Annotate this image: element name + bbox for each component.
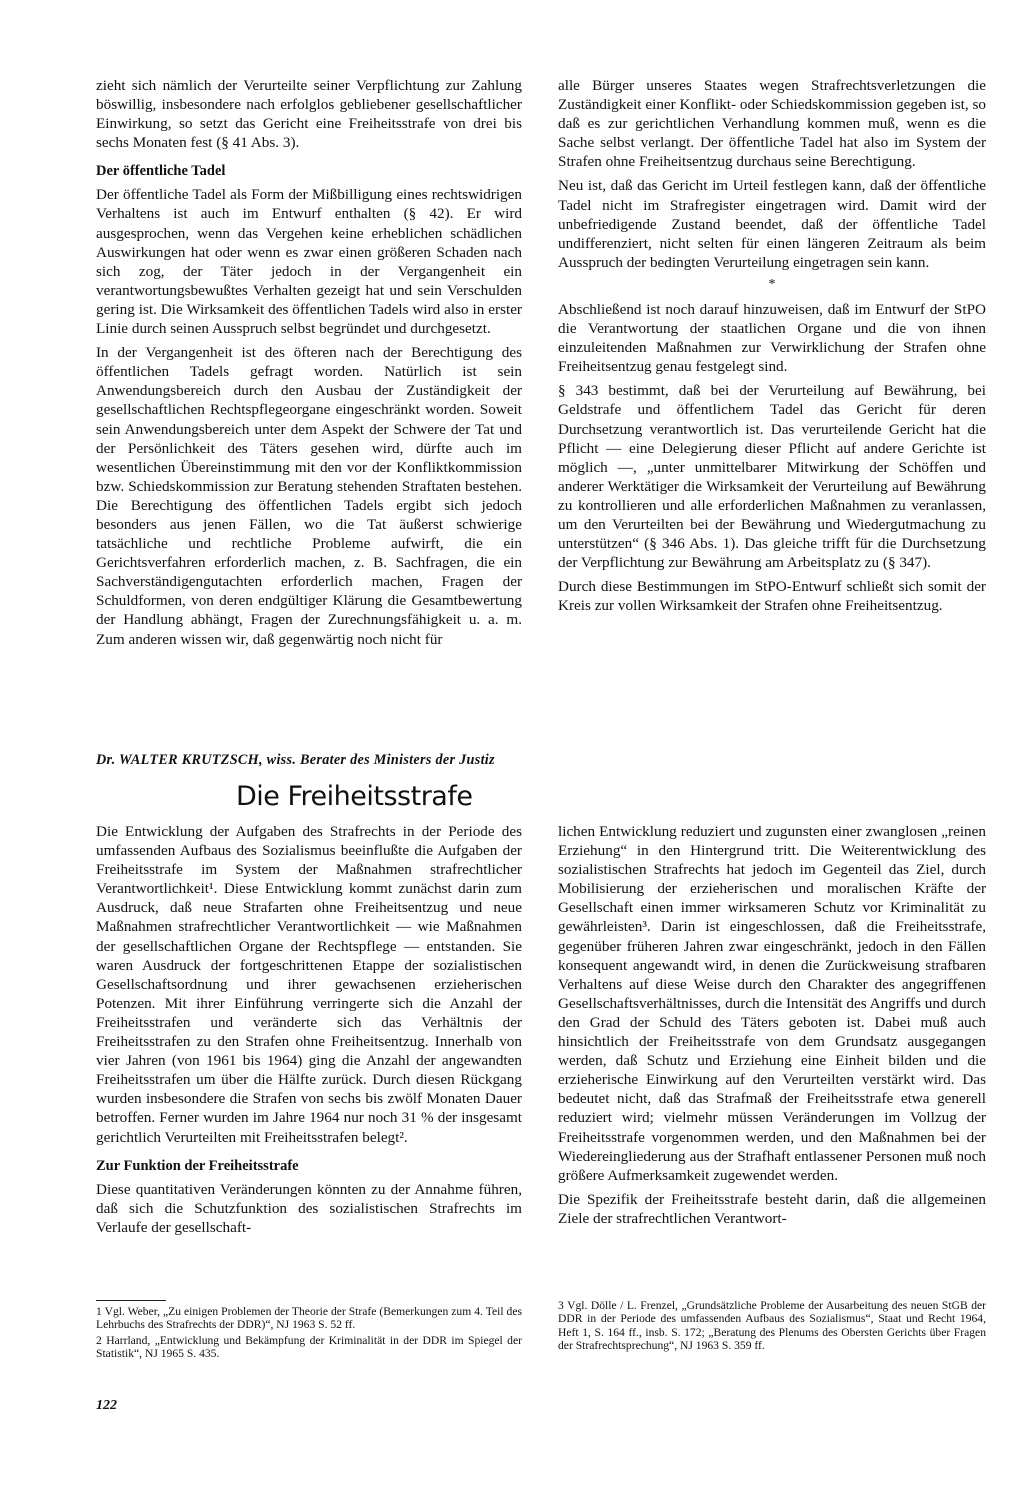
footnote-rule xyxy=(96,1300,166,1301)
bottom-right-column xyxy=(558,822,986,1233)
section-heading: Der öffentliche Tadel xyxy=(96,163,226,180)
bottom-left-column xyxy=(96,822,522,1242)
footnote: 1 Vgl. Weber, „Zu einigen Problemen der Theorie der Strafe (Bemerkungen zum 4. Teil des Lehrbuchs des Strafrechts der DDR)“, NJ 1963 S. 52 ff. xyxy=(96,1305,522,1332)
top-right-column xyxy=(558,76,986,620)
section-heading: Zur Funktion der Freiheitsstrafe xyxy=(96,1157,299,1174)
paragraph: Der öffentliche Tadel als Form der Mißbilligung eines rechtswidrigen Verhaltens ist auch im Entwurf enthalten (§ 42). Er wird ausgesprochen, wenn das Vergehen keine erheblichen schädlichen Auswirkungen hat oder wenn es zwar einen größeren Schaden nach sich zog, der Täter jedoch in der Vergangenheit ein verantwortungsbewußtes Verhalten gezeigt hat und sein Verschulden gering ist. Die Wirksamkeit des öffentlichen Tadels wird also in erster Linie durch seinen Ausspruch selbst begründet und durchgesetzt. xyxy=(96,186,522,338)
footnotes-left xyxy=(96,1305,522,1363)
paragraph: Die Spezifik der Freiheitsstrafe besteht darin, daß die allgemeinen Ziele der strafrechtlichen Verantwort- xyxy=(558,1190,986,1227)
paragraph: zieht sich nämlich der Verurteilte seiner Verpflichtung zur Zahlung böswillig, insbesondere nach erfolglos gebliebener gesellschaftlicher Einwirkung, so setzt das Gericht eine Freiheitsstrafe von drei bis sechs Monaten fest (§ 41 Abs. 3). xyxy=(96,77,522,152)
paragraph: Neu ist, daß das Gericht im Urteil festlegen kann, daß der öffentliche Tadel nicht im Strafregister eingetragen wird. Damit wird der unbefriedigende Zustand beendet, daß der öffentliche Tadel undifferenziert, nicht selten für einen längeren Zeitraum als beim Ausspruch der bedingten Verurteilung eingetragen sein kann. xyxy=(558,177,986,271)
paragraph: Durch diese Bestimmungen im StPO-Entwurf schließt sich somit der Kreis zur vollen Wirksamkeit der Strafen ohne Freiheitsentzug. xyxy=(558,578,986,615)
paragraph: Die Entwicklung der Aufgaben des Strafrechts in der Periode des umfassenden Aufbaus des Sozialismus beeinflußte die Aufgaben der Freiheitsstrafe im System der Maßnahmen strafrechtlicher Verantwortlichkeit¹. Diese Entwicklung kommt zunächst darin zum Ausdruck, daß neue Strafarten ohne Freiheitsentzug und neue Maßnahmen strafrechtlicher Verantwortlichkeit — wie Maßnahmen der gesellschaftlichen Organe der Rechtspflege — entstanden. Sie waren Ausdruck der fortgeschrittenen Etappe der sozialistischen Gesellschaftsordnung und ihrer gewachsenen erzieherischen Potenzen. Mit ihrer Einführung verringerte sich die Anzahl der Freiheitsstrafen und veränderte sich das Verhältnis der Freiheitsstrafen zu den Strafen ohne Freiheitsentzug. Innerhalb von vier Jahren (von 1961 bis 1964) ging die Anzahl der angewandten Freiheitsstrafen um über die Hälfte zurück. Durch diesen Rückgang wurden insbesondere die Strafen von sechs bis zwölf Monaten Dauer betroffen. Ferner wurden im Jahre 1964 nur noch 31 % der insgesamt gerichtlich Verurteilten mit Freiheitsstrafen belegt². xyxy=(96,823,522,1146)
paragraph: Abschließend ist noch darauf hinzuweisen, daß im Entwurf der StPO die Verantwortung der staatlichen Organe und die von ihnen einzuleitenden Maßnahmen zur Verwirklichung der Strafen ohne Freiheitsentzug genau festgelegt sind. xyxy=(558,300,986,376)
footnote: 3 Vgl. Dölle / L. Frenzel, „Grundsätzliche Probleme der Ausarbeitung des neuen StGB der DDR in der Periode des umfassenden Aufbaus des Sozialismus“, Staat und Recht 1964, Heft 1, S. 164 ff., insb. S. 172; „Beratung des Plenums des Obersten Gerichts über Fragen der Strafrechtsprechung“, NJ 1963 S. 359 ff. xyxy=(558,1299,986,1353)
section-separator: * xyxy=(768,276,776,292)
paragraph: In der Vergangenheit ist des öfteren nach der Berechtigung des öffentlichen Tadels gefragt worden. Natürlich ist sein Anwendungsbereich durch den Ausbau der Zuständigkeit der gesellschaftlichen Rechtspflegeorgane eingeschränkt worden. Soweit sein Anwendungsbereich unter dem Aspekt der Schwere der Tat und der Persönlichkeit des Täters gesehen wird, dürfte auch im wesentlichen Übereinstimmung mit den vor der Konfliktkommission bzw. Schiedskommission zur Beratung stehenden Straftaten bestehen. Die Berechtigung des öffentlichen Tadels ergibt sich jedoch besonders aus jenen Fällen, wo die Tat äußerst schwierige tatsächliche und rechtliche Probleme aufwirft, die ein Gerichtsverfahren erforderlich machen, z. B. Sachfragen, die ein Sachverständigengutachten erforderlich machen, Fragen der Schuldformen, von deren endgültiger Klärung die Gesamtbewertung der Handlung abhängt, Fragen der Zurechnungsfähigkeit u. a. m. Zum anderen wissen wir, daß gegenwärtig noch nicht für xyxy=(96,344,522,648)
top-left-column xyxy=(96,76,522,654)
paragraph: § 343 bestimmt, daß bei der Verurteilung auf Bewährung, bei Geldstrafe und öffentlichem Tadel das Gericht für deren Durchsetzung verantwortlich ist. Das verurteilende Gericht hat die Pflicht — eine Delegierung dieser Pflicht auf andere Gerichte ist möglich —, „unter unmittelbarer Mitwirkung der Schöffen und anderer Werktätiger die Wirksamkeit der Verurteilung auf Bewährung zu kontrollieren und alle erforderlichen Maßnahmen zu veranlassen, um den Verurteilten bei der Bewährung und Wiedergutmachung zu unterstützen“ (§ 346 Abs. 1). Das gleiche trifft für die Durchsetzung der Verpflichtung zur Bewährung am Arbeitsplatz zu (§ 347). xyxy=(558,382,986,572)
paragraph: alle Bürger unseres Staates wegen Strafrechtsverletzungen die Zuständigkeit einer Konflikt- oder Schiedskommission gegeben ist, so daß es zur gerichtlichen Verhandlung kommen muß, wenn es die Sache selbst verlangt. Der öffentliche Tadel hat also im System der Strafen ohne Freiheitsentzug durchaus seine Berechtigung. xyxy=(558,77,986,171)
paragraph: lichen Entwicklung reduziert und zugunsten einer zwanglosen „reinen Erziehung“ in den Hintergrund tritt. Die Weiterentwicklung des sozialistischen Strafrechts hat jedoch im Gegenteil das Ziel, durch Mobilisierung der erzieherischen und moralischen Kräfte der Gesellschaft einen immer wirksameren Schutz vor Kriminalität zu gewährleisten³. Darin ist eingeschlossen, daß die Freiheitsstrafe, gegenüber früheren Jahren zwar eingeschränkt, jedoch in den Fällen konsequent angewandt wird, in denen die Zurückweisung strafbaren Verhaltens auf diese Weise durch den Charakter des angegriffenen Gesellschaftsverhältnisses, durch die Intensität des Angriffs und durch den Grad der Schuld des Täters geboten ist. Dabei muß auch hinsichtlich der Freiheitsstrafe von dem Grundsatz ausgegangen werden, daß Schutz und Erziehung eine Einheit bilden und die erzieherische Einwirkung auf den Verurteilten verstärkt wird. Das bedeutet nicht, daß das Strafmaß der Freiheitsstrafe etwa generell reduziert wird; vielmehr müssen Veränderungen im Vollzug der Freiheitsstrafe vorgenommen werden, und den Maßnahmen bei der Wiedereingliederung aus der Strafhaft entlassener Personen muß noch größere Aufmerksamkeit zugewendet werden. xyxy=(558,823,986,1184)
page-number: 122 xyxy=(96,1398,117,1413)
paragraph: Diese quantitativen Veränderungen könnten zu der Annahme führen, daß sich die Schutzfunktion des sozialistischen Strafrechts im Verlaufe der gesellschaft- xyxy=(96,1180,522,1236)
footnote: 2 Harrland, „Entwicklung und Bekämpfung der Kriminalität in der DDR im Spiegel der Statistik“, NJ 1965 S. 435. xyxy=(96,1333,522,1361)
footnotes-right xyxy=(558,1299,986,1355)
article-title: Die Freiheitsstrafe xyxy=(236,781,473,812)
author-line: Dr. WALTER KRUTZSCH, wiss. Berater des Ministers der Justiz xyxy=(96,752,495,768)
